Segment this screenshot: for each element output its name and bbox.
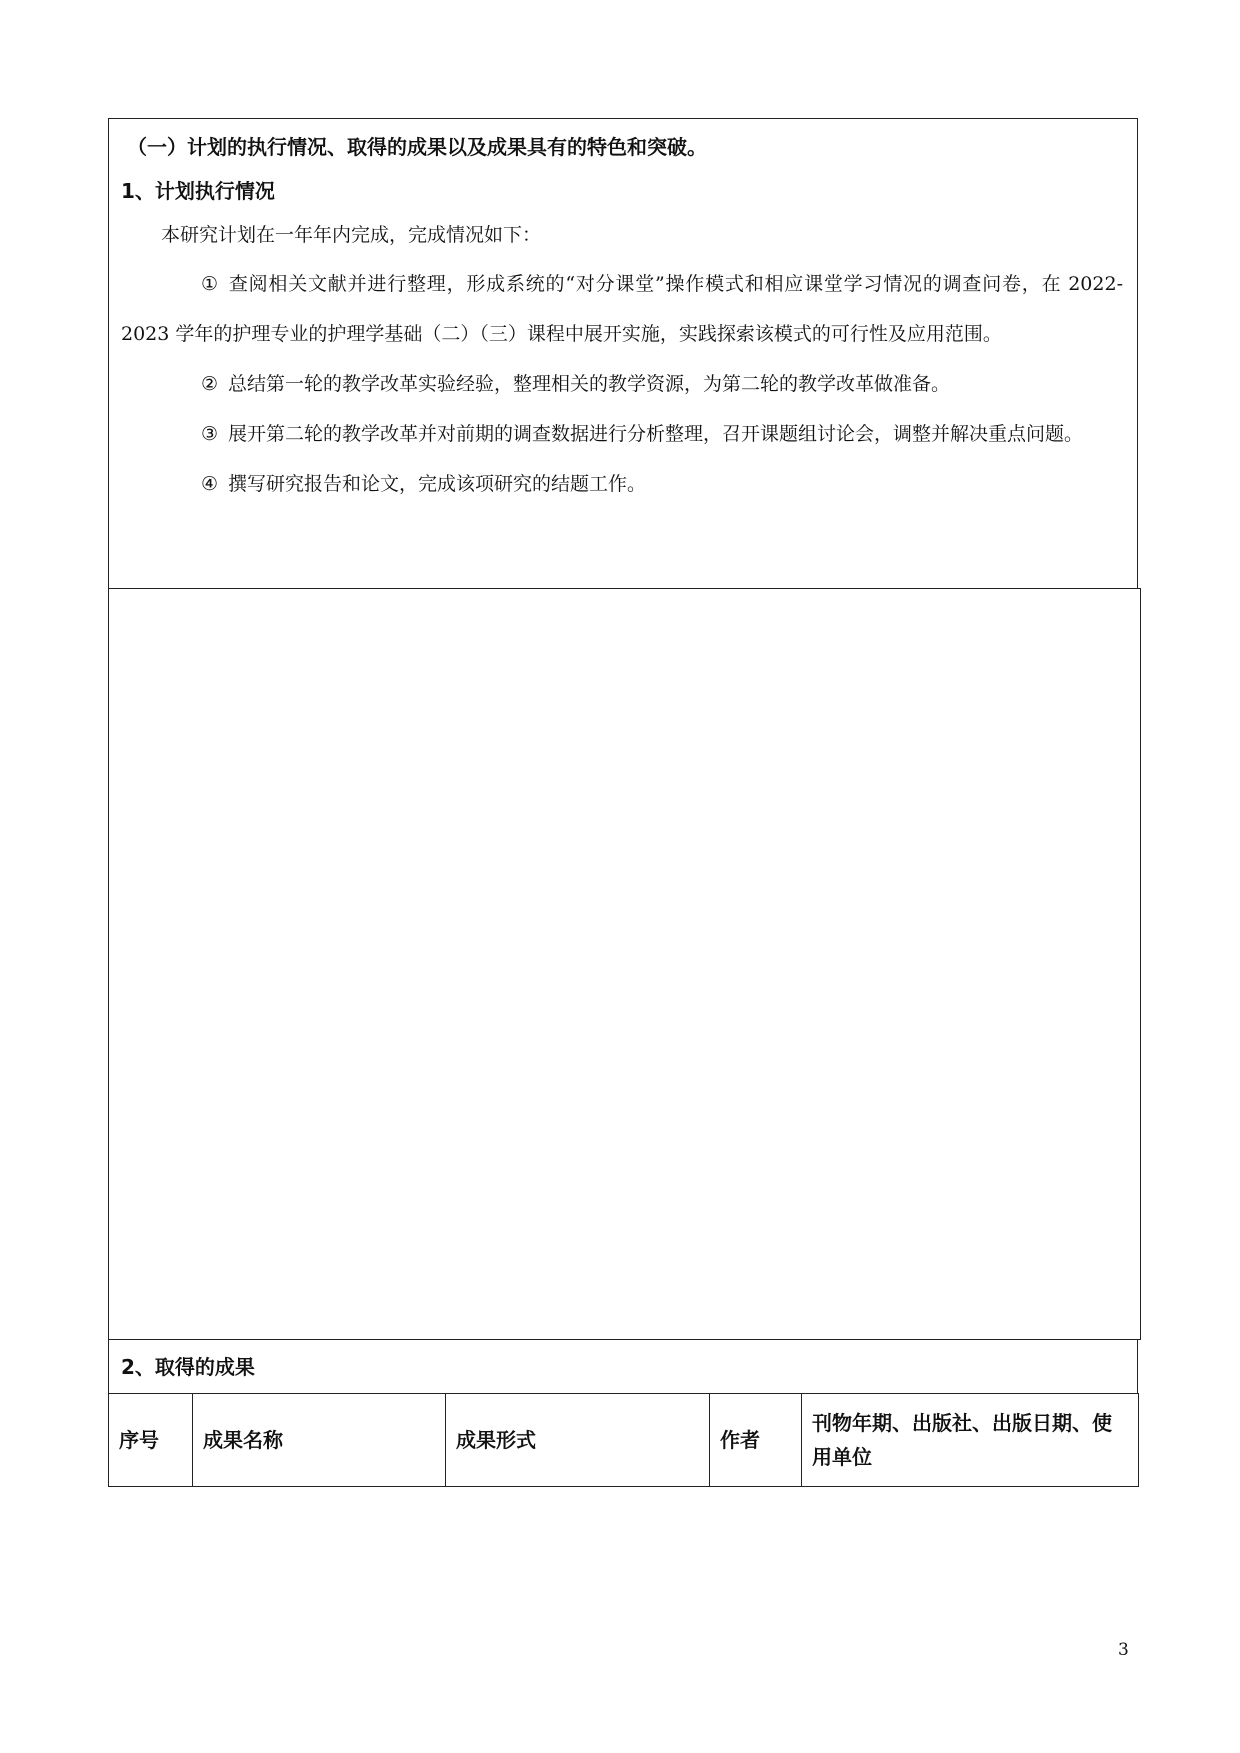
section-subtitle: 1、计划执行情况 — [121, 179, 275, 203]
header-author: 作者 — [710, 1394, 802, 1487]
item-text: 总结第一轮的教学改革实验经验，整理相关的教学资源，为第二轮的教学改革做准备。 — [228, 373, 951, 395]
plan-item-4 — [121, 459, 1123, 509]
item-text: 查阅相关文献并进行整理，形成系统的“对分课堂”操作模式和相应课堂学习情况的调查问卷，在 2022-2023 学年的护理专业的护理学基础（二）（三）课程中展开实施，实践探索该模式的可行性及应用范围。 — [121, 273, 1123, 345]
results-table — [108, 1393, 1139, 1487]
results-title-row — [108, 1340, 1138, 1393]
plan-item-3 — [121, 409, 1123, 459]
results-title: 2、取得的成果 — [121, 1354, 255, 1379]
header-result-name: 成果名称 — [193, 1394, 446, 1487]
page-number: 3 — [1118, 1640, 1129, 1660]
item-number: ③ — [201, 423, 219, 445]
plan-item-2 — [121, 359, 1123, 409]
item-text: 展开第二轮的教学改革并对前期的调查数据进行分析整理，召开课题组讨论会，调整并解决重点问题。 — [228, 423, 1084, 445]
empty-content-box — [108, 588, 1141, 1340]
header-publication-info: 刊物年期、出版社、出版日期、使用单位 — [802, 1394, 1139, 1487]
item-number: ② — [201, 373, 219, 395]
results-header-row — [109, 1394, 1139, 1487]
item-text: 撰写研究报告和论文，完成该项研究的结题工作。 — [228, 473, 647, 495]
section-title: （一）计划的执行情况、取得的成果以及成果具有的特色和突破。 — [127, 135, 707, 159]
item-number: ① — [201, 273, 219, 295]
header-result-form: 成果形式 — [446, 1394, 710, 1487]
intro-paragraph: 本研究计划在一年年内完成，完成情况如下： — [161, 224, 542, 246]
item-number: ④ — [201, 473, 219, 495]
plan-item-1 — [121, 259, 1123, 359]
header-index: 序号 — [109, 1394, 193, 1487]
plan-execution-section — [108, 118, 1138, 588]
